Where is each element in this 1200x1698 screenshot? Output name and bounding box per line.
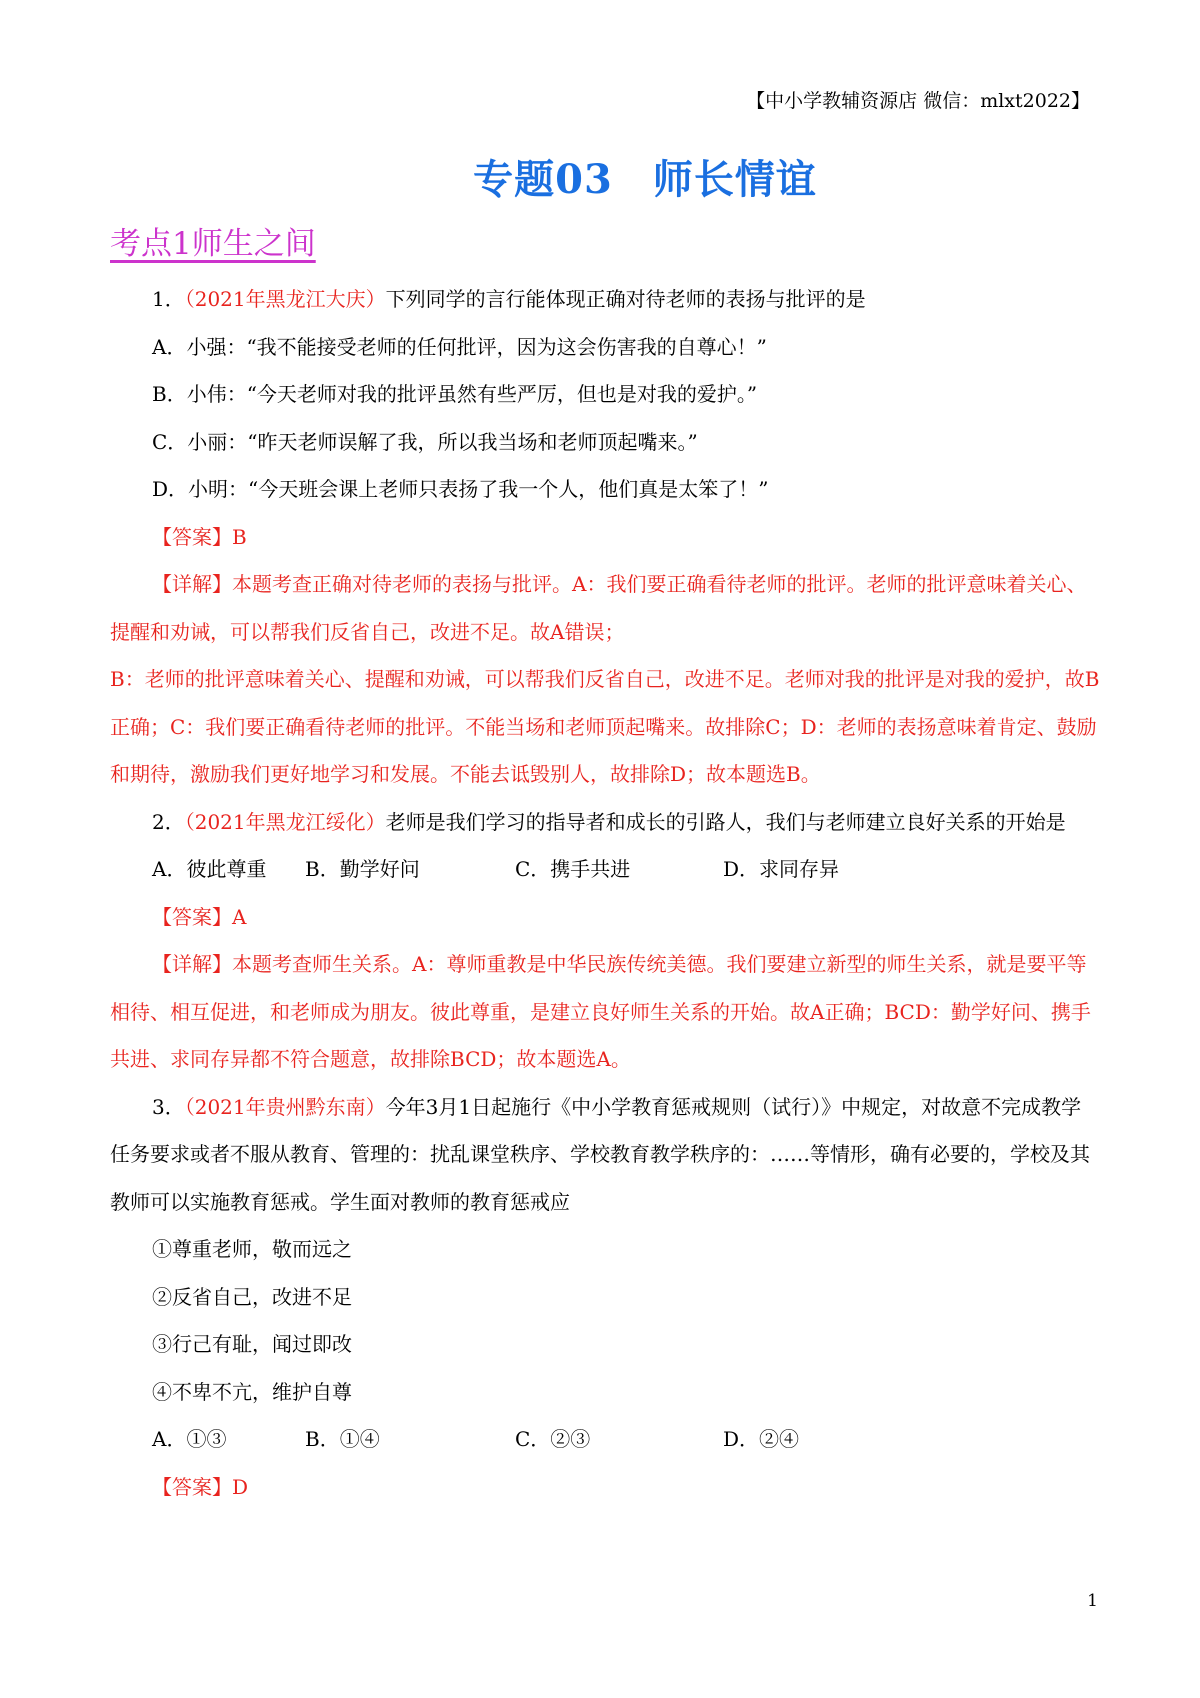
q2-option-d: D．求同存异 xyxy=(723,857,840,881)
q1-answer: 【答案】B xyxy=(152,524,247,549)
q3-answer: 【答案】D xyxy=(152,1474,249,1499)
q2-options xyxy=(110,846,1100,894)
q3-item-2: ②反省自己，改进不足 xyxy=(152,1284,352,1309)
q1-stem: 1．（2021年黑龙江大庆）下列同学的言行能体现正确对待老师的表扬与批评的是 xyxy=(152,287,866,311)
q3-option-b: B．①④ xyxy=(305,1427,380,1451)
q2-option-c: C．携手共进 xyxy=(515,857,631,881)
q3-option-c: C．②③ xyxy=(515,1427,591,1451)
q2-option-a: A．彼此尊重 xyxy=(152,857,267,881)
header-note: 【中小学教辅资源店 微信：mlxt2022】 xyxy=(746,90,1090,112)
q1-option-c: C．小丽：“昨天老师误解了我，所以我当场和老师顶起嘴来。” xyxy=(152,429,698,454)
q3-item-1: ①尊重老师，敬而远之 xyxy=(152,1237,352,1261)
title-part1: 专题03 xyxy=(473,156,613,203)
q1-option-d: D．小明：“今天班会课上老师只表扬了我一个人，他们真是太笨了！” xyxy=(152,477,769,501)
q3-source: （2021年贵州黔东南） xyxy=(184,1094,386,1119)
q3-options xyxy=(110,1416,1100,1464)
q2-option-b: B．勤学好问 xyxy=(305,857,420,881)
q1-source: （2021年黑龙江大庆） xyxy=(184,287,386,311)
q3-option-d: D．②④ xyxy=(723,1427,800,1451)
content xyxy=(110,276,1100,1511)
page-title xyxy=(0,148,1200,205)
q1-option-b: B．小伟：“今天老师对我的批评虽然有些严厉，但也是对我的爱护。” xyxy=(152,382,758,406)
q3-item-3: ③行己有耻，闻过即改 xyxy=(152,1332,352,1356)
q1-detail-1: 【详解】本题考查正确对待老师的表扬与批评。A：我们要正确看待老师的批评。老师的批评意味着关心、提醒和劝诫，可以帮我们反省自己，改进不足。故A错误； xyxy=(110,572,1087,644)
title-part2: 师长情谊 xyxy=(652,156,817,203)
q2-source: （2021年黑龙江绥化） xyxy=(184,809,386,834)
q2-answer: 【答案】A xyxy=(152,904,247,929)
section-title: 考点1师生之间 xyxy=(110,226,316,262)
q2-stem: 2．（2021年黑龙江绥化）老师是我们学习的指导者和成长的引路人，我们与老师建立良好关系的开始是 xyxy=(152,809,1066,834)
q2-detail: 【详解】本题考查师生关系。A：尊师重教是中华民族传统美德。我们要建立新型的师生关系，就是要平等相待、相互促进，和老师成为朋友。彼此尊重，是建立良好师生关系的开始。故A正确；BCD：勤学好问、携手共进、求同存异都不符合题意，故排除BCD；故本题选A。 xyxy=(110,952,1091,1071)
q3-stem: 3．（2021年贵州黔东南）今年3月1日起施行《中小学教育惩戒规则（试行）》中规定，对故意不完成教学任务要求或者不服从教育、管理的：扰乱课堂秩序、学校教育教学秩序的：……等情形，确有必要的，学校及其教师可以实施教育惩戒。学生面对教师的教育惩戒应 xyxy=(110,1094,1090,1214)
page-number: 1 xyxy=(1087,1591,1098,1611)
q3-item-4: ④不卑不亢，维护自尊 xyxy=(152,1379,352,1404)
q1-detail-2: B：老师的批评意味着关心、提醒和劝诫，可以帮我们反省自己，改进不足。老师对我的批评是对我的爱护，故B正确；C：我们要正确看待老师的批评。不能当场和老师顶起嘴来。故排除C；D：老师的表扬意味着肯定、鼓励和期待，激励我们更好地学习和发展。不能去诋毁别人，故排除D；故本题选B。 xyxy=(110,667,1100,786)
q3-option-a: A．①③ xyxy=(152,1427,227,1451)
q1-option-a: A．小强：“我不能接受老师的任何批评，因为这会伤害我的自尊心！” xyxy=(152,334,767,359)
